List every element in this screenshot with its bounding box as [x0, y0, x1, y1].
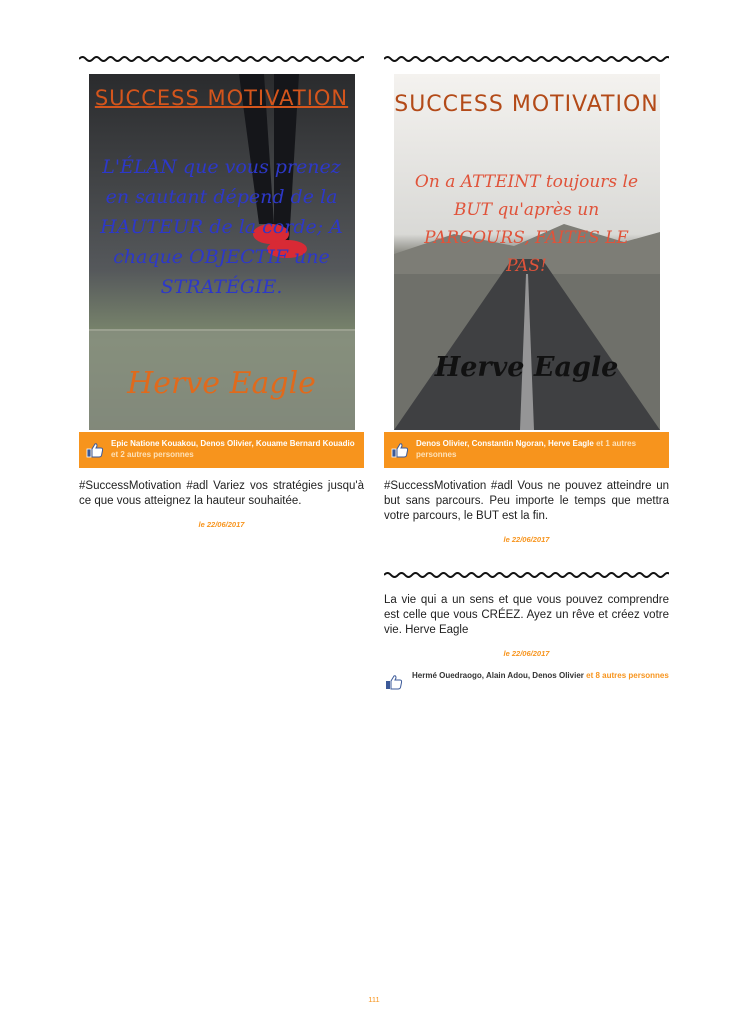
post-column-left [79, 52, 364, 529]
likes-names[interactable]: Hermé Ouedraogo, Alain Adou, Denos Olivier [412, 671, 584, 680]
poster-title: SUCCESS MOTIVATION [394, 92, 659, 117]
likes-bar [79, 432, 364, 468]
post-text: #SuccessMotivation #adl Variez vos stratégies jusqu'à ce que vous atteignez la hauteur souhaitée. [79, 480, 364, 507]
post-text: La vie qui a un sens et que vous pouvez comprendre est celle que vous CRÉEZ. Ayez un rêve et créez votre vie. Herve Eagle [384, 594, 669, 636]
wave-divider [384, 52, 669, 66]
wave-divider [79, 52, 364, 66]
likes-names[interactable]: Denos Olivier, Constantin Ngoran, Herve Eagle [416, 439, 594, 448]
motivation-poster [394, 74, 660, 430]
thumbs-up-icon[interactable] [391, 442, 409, 458]
wave-divider [384, 568, 669, 582]
thumbs-up-icon[interactable] [385, 674, 403, 690]
poster-quote: L'ÉLAN que vous prenez en sautant dépend de la HAUTEUR de la corde; A chaque OBJECTIF une STRATÉGIE. [100, 156, 343, 298]
post-text: #SuccessMotivation #adl Vous ne pouvez atteindre un but sans parcours. Peu importe le temps que mettra votre parcours, le BUT est la fin. [384, 480, 669, 522]
likes-more[interactable]: et 1 autres personnes [416, 439, 637, 459]
post-date: le 22/06/2017 [503, 649, 550, 658]
page-number: 111 [368, 995, 380, 1004]
poster-quote: On a ATTEINT toujours le BUT qu'après un PARCOURS, FAITES LE PAS! [414, 172, 639, 276]
post-column-right [384, 52, 669, 681]
motivation-poster [89, 74, 355, 430]
likes-more[interactable]: et 8 autres personnes [586, 671, 669, 680]
poster-signature: Herve Eagle [434, 352, 619, 383]
likes-more[interactable]: et 2 autres personnes [111, 450, 194, 459]
post-date: le 22/06/2017 [503, 535, 550, 544]
poster-signature: Herve Eagle [127, 366, 316, 401]
likes-line [384, 670, 669, 681]
poster-title: SUCCESS MOTIVATION [94, 86, 349, 110]
likes-names[interactable]: Epic Natione Kouakou, Denos Olivier, Kouame Bernard Kouadio [111, 439, 355, 448]
likes-bar [384, 432, 669, 468]
thumbs-up-icon[interactable] [86, 442, 104, 458]
post-date: le 22/06/2017 [198, 520, 245, 529]
